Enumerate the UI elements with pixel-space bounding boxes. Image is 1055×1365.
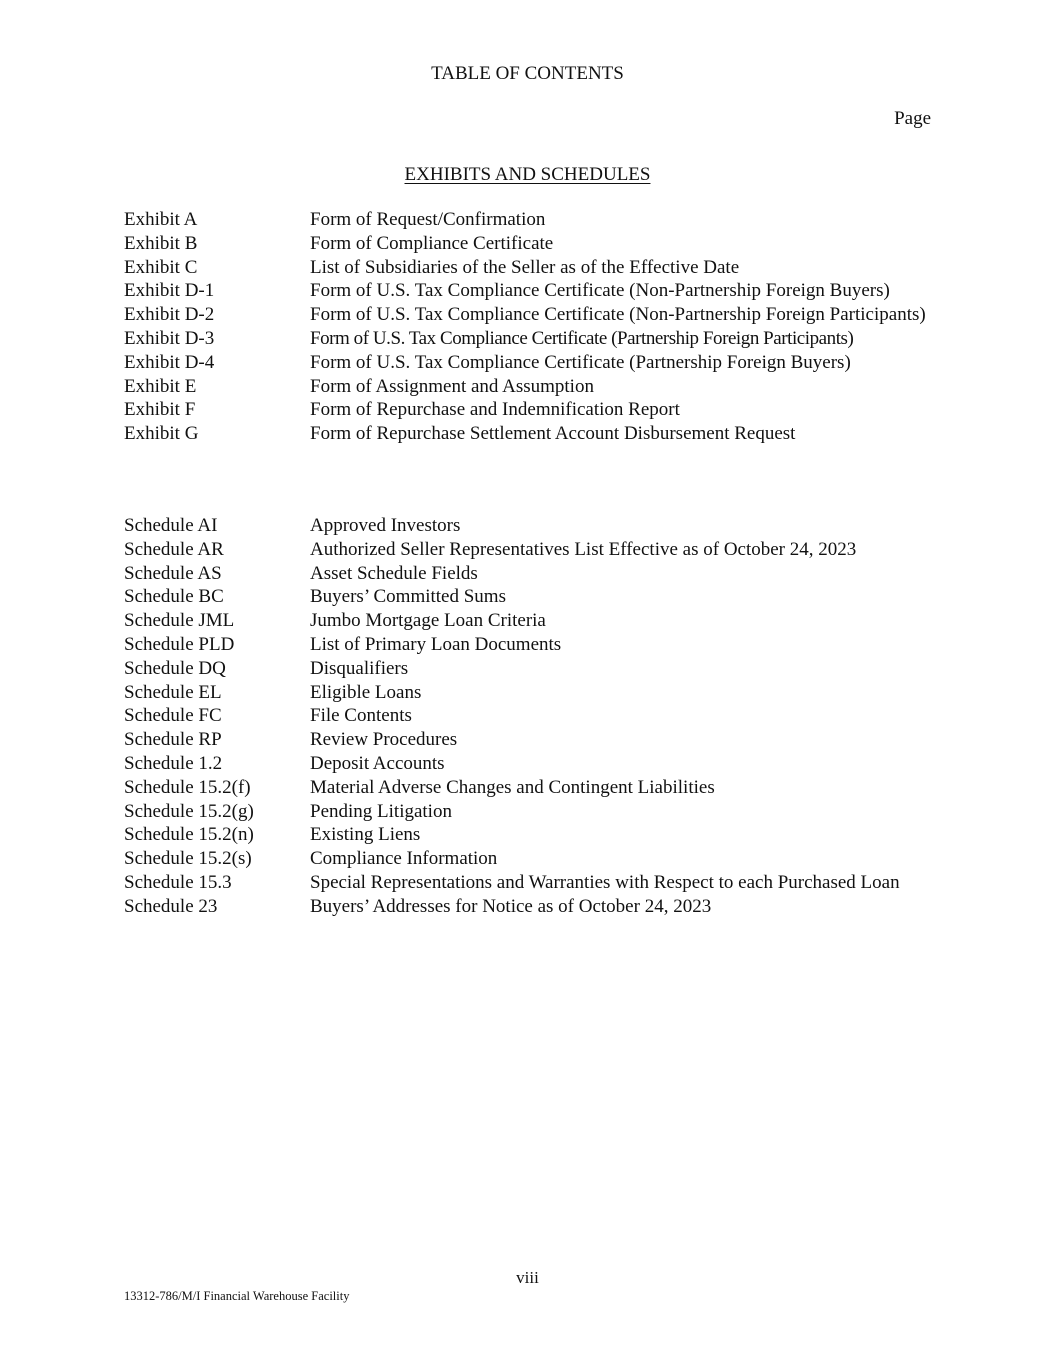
schedule-row bbox=[124, 514, 931, 538]
exhibit-description: Form of Compliance Certificate bbox=[310, 232, 554, 254]
schedule-label: Schedule 23 bbox=[124, 895, 218, 917]
schedule-label: Schedule 15.2(f) bbox=[124, 776, 251, 798]
exhibit-description: Form of Assignment and Assumption bbox=[310, 375, 594, 397]
schedule-description: Buyers’ Addresses for Notice as of October 24, 2023 bbox=[310, 895, 712, 917]
exhibit-row bbox=[124, 256, 931, 280]
exhibit-description: Form of Repurchase and Indemnification Report bbox=[310, 399, 680, 421]
exhibit-row bbox=[124, 351, 931, 375]
exhibit-label: Exhibit C bbox=[124, 256, 198, 278]
exhibit-label: Exhibit D-1 bbox=[124, 280, 215, 302]
schedule-description: Special Representations and Warranties with Respect to each Purchased Loan bbox=[310, 871, 900, 893]
schedule-row bbox=[124, 538, 931, 562]
schedule-row bbox=[124, 704, 931, 728]
schedules-list bbox=[124, 514, 931, 919]
exhibit-row bbox=[124, 232, 931, 256]
schedule-row bbox=[124, 728, 931, 752]
exhibit-description: Form of Request/Confirmation bbox=[310, 209, 546, 230]
schedule-row bbox=[124, 585, 931, 609]
page-title: TABLE OF CONTENTS bbox=[431, 63, 624, 84]
exhibit-description: Form of U.S. Tax Compliance Certificate (Partnership Foreign Buyers) bbox=[310, 351, 851, 373]
schedule-label: Schedule 15.2(g) bbox=[124, 800, 254, 822]
page-column-label: Page bbox=[894, 108, 931, 129]
schedule-row bbox=[124, 895, 931, 919]
schedule-label: Schedule PLD bbox=[124, 633, 235, 655]
exhibit-label: Exhibit F bbox=[124, 399, 196, 421]
schedule-row bbox=[124, 847, 931, 871]
exhibit-description: Form of U.S. Tax Compliance Certificate (Non-Partnership Foreign Participants) bbox=[310, 304, 926, 326]
schedule-description: Asset Schedule Fields bbox=[310, 562, 478, 584]
schedule-description: Authorized Seller Representatives List Effective as of October 24, 2023 bbox=[310, 538, 857, 560]
schedule-label: Schedule 15.3 bbox=[124, 871, 232, 893]
schedule-description: Buyers’ Committed Sums bbox=[310, 586, 506, 608]
exhibit-label: Exhibit G bbox=[124, 423, 199, 445]
schedule-label: Schedule RP bbox=[124, 729, 222, 751]
schedule-description: Compliance Information bbox=[310, 848, 498, 870]
exhibit-label: Exhibit E bbox=[124, 375, 197, 397]
exhibit-row bbox=[124, 398, 931, 422]
exhibit-description: Form of U.S. Tax Compliance Certificate (Partnership Foreign Participants) bbox=[310, 327, 854, 349]
schedule-row bbox=[124, 609, 931, 633]
page-number: viii bbox=[516, 1268, 539, 1287]
exhibit-row bbox=[124, 327, 931, 351]
exhibit-row bbox=[124, 303, 931, 327]
schedule-row bbox=[124, 562, 931, 586]
schedule-label: Schedule AS bbox=[124, 562, 222, 584]
exhibit-row bbox=[124, 208, 931, 232]
schedule-row bbox=[124, 633, 931, 657]
schedule-description: Approved Investors bbox=[310, 515, 461, 536]
schedule-description: Jumbo Mortgage Loan Criteria bbox=[310, 610, 546, 632]
exhibit-label: Exhibit D-3 bbox=[124, 327, 215, 349]
schedule-row bbox=[124, 681, 931, 705]
exhibit-description: List of Subsidiaries of the Seller as of the Effective Date bbox=[310, 256, 740, 278]
exhibit-row bbox=[124, 422, 931, 446]
schedule-description: Material Adverse Changes and Contingent Liabilities bbox=[310, 776, 715, 798]
schedule-label: Schedule JML bbox=[124, 610, 235, 632]
exhibit-label: Exhibit B bbox=[124, 232, 198, 254]
schedule-description: Pending Litigation bbox=[310, 800, 452, 822]
footer-document-id: 13312-786/M/I Financial Warehouse Facility bbox=[124, 1289, 350, 1303]
schedule-description: Eligible Loans bbox=[310, 681, 422, 703]
schedule-label: Schedule 15.2(s) bbox=[124, 848, 252, 870]
schedule-label: Schedule AI bbox=[124, 515, 218, 536]
schedule-description: Disqualifiers bbox=[310, 657, 409, 679]
section-heading-text: EXHIBITS AND SCHEDULES bbox=[404, 164, 651, 185]
schedule-row bbox=[124, 776, 931, 800]
schedule-description: Deposit Accounts bbox=[310, 752, 445, 774]
schedule-row bbox=[124, 800, 931, 824]
schedule-label: Schedule BC bbox=[124, 586, 224, 608]
schedule-row bbox=[124, 871, 931, 895]
exhibits-list bbox=[124, 208, 931, 446]
schedule-label: Schedule AR bbox=[124, 538, 224, 560]
schedule-description: File Contents bbox=[310, 705, 412, 727]
schedule-description: List of Primary Loan Documents bbox=[310, 633, 562, 655]
schedule-row bbox=[124, 752, 931, 776]
exhibit-label: Exhibit A bbox=[124, 209, 198, 230]
schedule-label: Schedule 15.2(n) bbox=[124, 824, 254, 846]
schedule-label: Schedule FC bbox=[124, 705, 222, 727]
schedule-label: Schedule DQ bbox=[124, 657, 226, 679]
exhibit-description: Form of Repurchase Settlement Account Disbursement Request bbox=[310, 423, 796, 445]
schedule-description: Review Procedures bbox=[310, 729, 458, 751]
section-heading bbox=[0, 163, 1055, 187]
exhibit-row bbox=[124, 279, 931, 303]
schedule-description: Existing Liens bbox=[310, 824, 421, 846]
schedule-row bbox=[124, 657, 931, 681]
schedule-row bbox=[124, 823, 931, 847]
exhibit-label: Exhibit D-4 bbox=[124, 351, 215, 373]
exhibit-description: Form of U.S. Tax Compliance Certificate (Non-Partnership Foreign Buyers) bbox=[310, 280, 890, 302]
schedule-label: Schedule EL bbox=[124, 681, 222, 703]
schedule-label: Schedule 1.2 bbox=[124, 752, 223, 774]
exhibit-row bbox=[124, 375, 931, 399]
exhibit-label: Exhibit D-2 bbox=[124, 304, 215, 326]
